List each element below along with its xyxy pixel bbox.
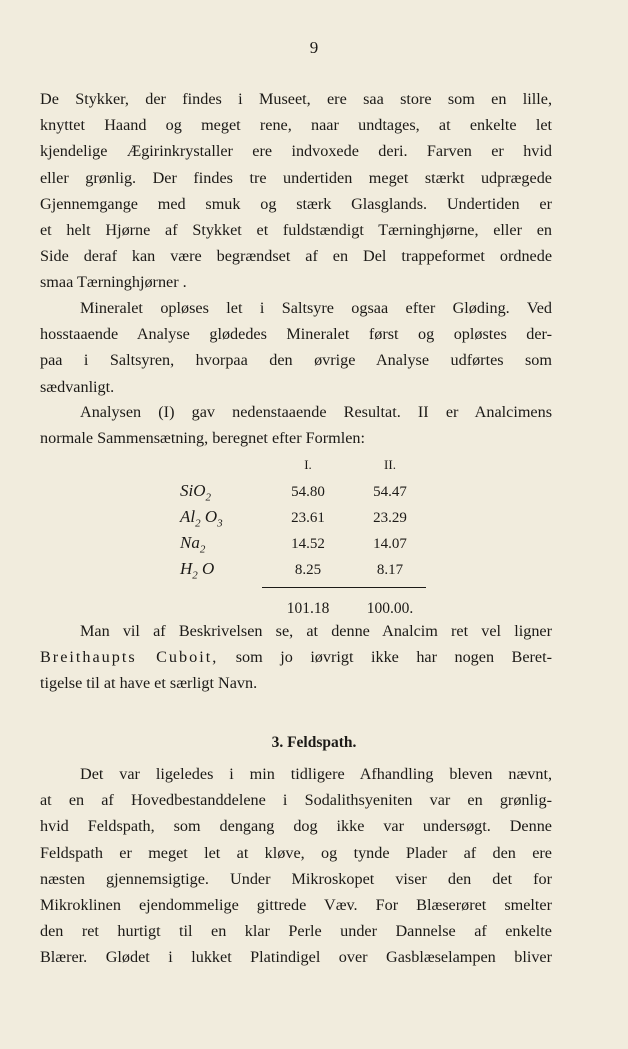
text-line: Mineralet opløses let i Saltsyre ogsaa efter Gløding. Ved: [80, 299, 552, 317]
text-line: Blærer. Glødet i lukket Platindigel over Gasblæselampen bliver: [40, 948, 552, 967]
compound-label: $H_2$ O: [180, 559, 215, 582]
text-line: Man vil af Beskrivelsen se, at denne Analcim ret vel ligner: [80, 622, 552, 640]
text-line: Feldspath er meget let at kløve, og tynde Plader af den ere: [40, 843, 552, 862]
text-line: eller grønlig. Der findes tre undertiden meget stærkt udprægede: [40, 168, 552, 187]
value-ii: 14.07: [373, 535, 407, 552]
text-line: knyttet Haand og meget rene, naar undtages, at enkelte let: [40, 116, 552, 135]
column-header-i: I.: [304, 457, 312, 472]
value-ii: 23.29: [373, 509, 407, 526]
value-i: 8.25: [294, 561, 322, 578]
value-i: 23.61: [291, 509, 325, 526]
total-ii: 100.00.: [354, 588, 426, 623]
text-line: tigelse til at have et særligt Navn.: [40, 674, 258, 693]
paragraph-dissolution: [40, 295, 552, 400]
text-line: kjendelige Ægirinkrystaller ere indvoxede deri. Farven er hvid: [40, 142, 552, 161]
table-header-row: [180, 451, 426, 479]
table-row: [180, 479, 426, 505]
text-line: den ret hurtigt til en klar Perle under Dannelse af enkelte: [40, 922, 552, 941]
text-line: Breithaupts Cuboit, som jo iøvrigt ikke har nogen Beret-: [40, 648, 552, 667]
text-line: De Stykker, der findes i Museet, ere saa store som en lille,: [40, 90, 552, 108]
text-line: Side deraf kan være begrændset af en Del trappeformet ordnede: [40, 247, 552, 266]
table-row: [180, 557, 426, 588]
text-line: paa i Saltsyren, hvorpaa den øvrige Analyse udførtes som: [40, 351, 552, 370]
section-heading: 3. Feldspath.: [271, 734, 357, 751]
compound-label: $Na_2$: [180, 532, 206, 556]
value-i: 54.80: [291, 483, 325, 500]
paragraph-analysis-intro: [40, 399, 552, 451]
text-line: sædvanligt.: [40, 377, 115, 396]
compound-label: SiO$_2$: [180, 480, 211, 504]
analysis-table: [180, 451, 426, 622]
table-total-row: [180, 588, 426, 623]
compound-label: $Al_2$ $O_3$: [180, 506, 223, 530]
text-line: smaa Tærninghjørner .: [40, 273, 187, 292]
text-line: Det var ligeledes i min tidligere Afhandling bleven nævnt,: [80, 765, 552, 783]
text-line: hosstaaende Analyse glødedes Mineralet først og opløstes der-: [40, 325, 552, 344]
text-line: normale Sammensætning, beregnet efter Formlen:: [40, 429, 366, 448]
text-line: Mikroklinen ejendommelige gittrede Væv. For Blæserøret smelter: [40, 896, 552, 915]
value-ii: 8.17: [376, 561, 404, 578]
column-header-ii: II.: [384, 457, 396, 472]
value-ii: 54.47: [373, 483, 407, 500]
spaced-name: Breithaupts Cuboit,: [40, 648, 219, 667]
text-line: hvid Feldspath, som dengang dog ikke var undersøgt. Denne: [40, 817, 552, 836]
text-line: Analysen (I) gav nedenstaaende Resultat. II er Analcimens: [80, 403, 552, 421]
text-line: at en af Hovedbestanddelene i Sodalithsyeniten var en grønlig-: [40, 791, 552, 810]
paragraph-feldspath: [40, 761, 552, 971]
text-line: næsten gjennemsigtige. Under Mikroskopet viser den det for: [40, 869, 552, 888]
paragraph-museum-specimens: [40, 86, 552, 296]
table-row: [180, 505, 426, 531]
total-i: 101.18: [262, 588, 354, 623]
page-number: 9: [309, 38, 319, 57]
value-i: 14.52: [291, 535, 325, 552]
text-line: Gjennemgange med smuk og stærk Glasglands. Undertiden er: [40, 194, 552, 213]
paragraph-cuboit: [40, 618, 552, 697]
table-row: [180, 531, 426, 557]
text-line: et helt Hjørne af Stykket et fuldstændigt Tærninghjørne, eller en: [40, 221, 552, 240]
